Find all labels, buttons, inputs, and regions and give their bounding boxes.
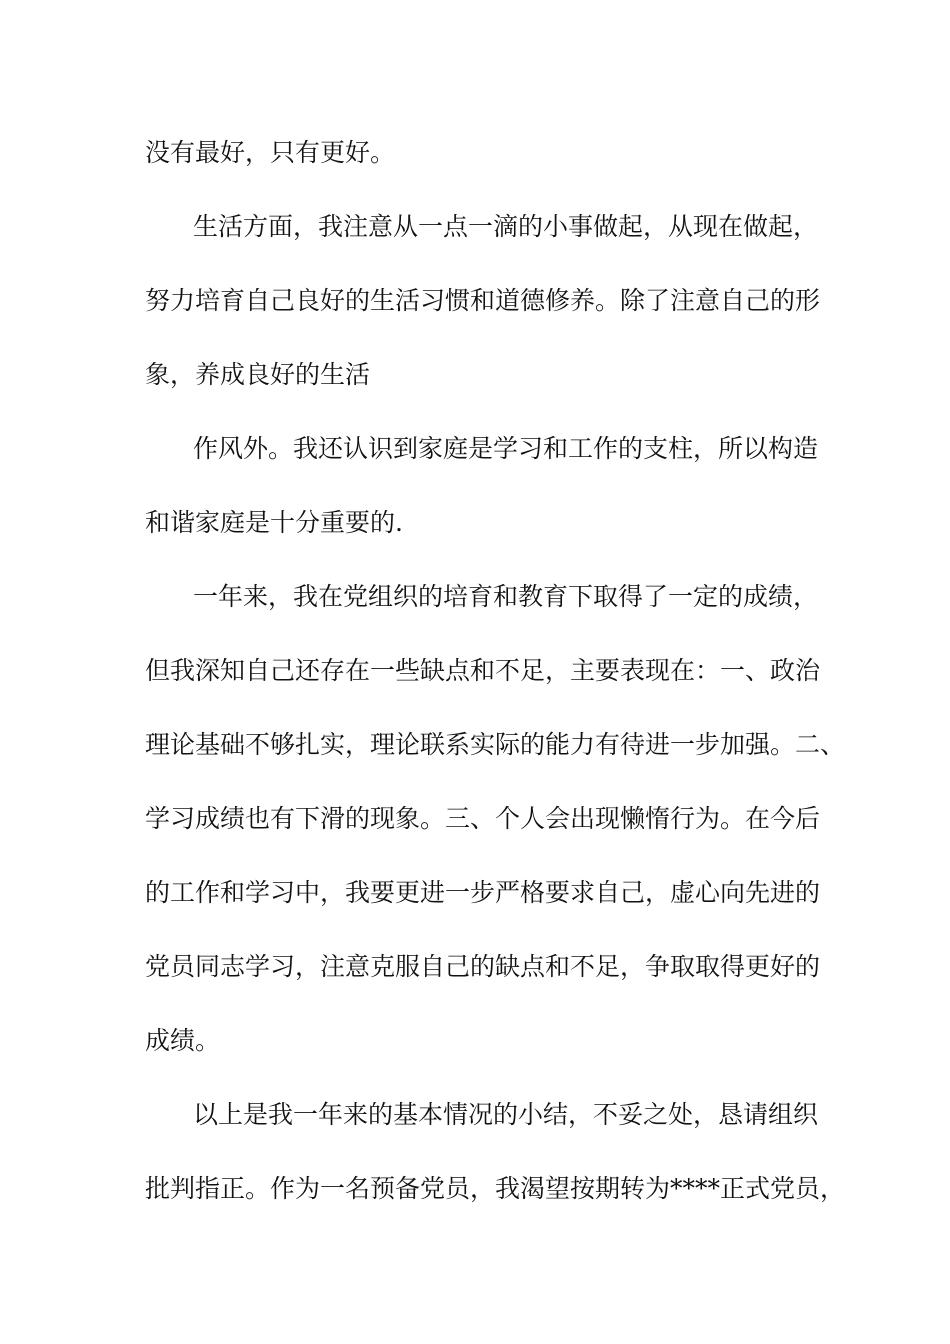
text-line: 理论基础不够扎实，理论联系实际的能力有待进一步加强。二、 xyxy=(145,730,846,759)
text-line: 和谐家庭是十分重要的. xyxy=(145,508,403,537)
paragraph-start-line: 生活方面，我注意从一点一滴的小事做起，从现在做起， xyxy=(193,212,819,241)
text-line: 象，养成良好的生活 xyxy=(145,360,371,389)
text-line: 没有最好，只有更好。 xyxy=(145,138,396,167)
text-line: 的工作和学习中，我要更进一步严格要求自己，虚心向先进的 xyxy=(145,878,821,907)
text-line: 批判指正。作为一名预备党员，我渴望按期转为****正式党员， xyxy=(145,1174,846,1203)
paragraph-start-line: 作风外。我还认识到家庭是学习和工作的支柱，所以构造 xyxy=(193,434,819,463)
text-line: 党员同志学习，注意克服自己的缺点和不足，争取取得更好的 xyxy=(145,952,821,981)
text-line: 努力培育自己良好的生活习惯和道德修养。除了注意自己的形 xyxy=(145,286,821,315)
text-line: 学习成绩也有下滑的现象。三、个人会出现懒惰行为。在今后 xyxy=(145,804,821,833)
text-line: 成绩。 xyxy=(145,1026,221,1055)
text-line: 但我深知自己还存在一些缺点和不足，主要表现在：一、政治 xyxy=(145,656,821,685)
paragraph-start-line: 以上是我一年来的基本情况的小结，不妥之处，恳请组织 xyxy=(193,1100,819,1129)
paragraph-start-line: 一年来，我在党组织的培育和教育下取得了一定的成绩， xyxy=(193,582,819,611)
